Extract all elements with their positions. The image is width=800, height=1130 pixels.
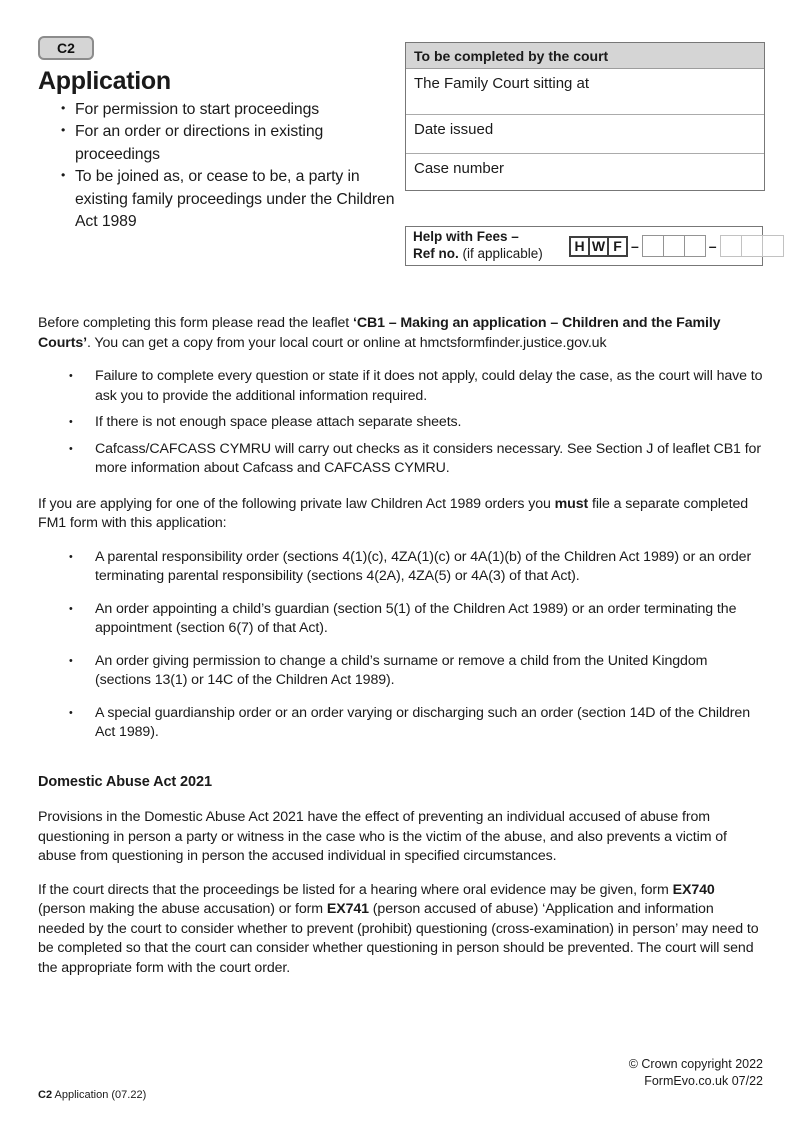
header-left <box>38 36 403 234</box>
hwf-ref-cell[interactable] <box>642 235 664 257</box>
daa-run: If the court directs that the proceedings be listed for a hearing where oral evidence may be given, form <box>38 881 673 898</box>
intro-paragraph <box>38 314 764 353</box>
fm1-run: If you are applying for one of the following private law Children Act 1989 orders you <box>38 495 555 512</box>
page-title: Application <box>38 67 171 95</box>
footer-form-id <box>38 1089 146 1101</box>
hwf-dash: – <box>631 238 639 254</box>
form-code-badge: C2 <box>38 36 94 60</box>
hwf-ref-group-2 <box>720 235 784 257</box>
court-box-header: To be completed by the court <box>406 43 764 69</box>
footer-copyright <box>629 1056 763 1090</box>
hwf-letter-cell: F <box>607 236 628 257</box>
hwf-ref-cell[interactable] <box>663 235 685 257</box>
note-item: • Cafcass/CAFCASS CYMRU will carry out checks as it considers necessary. See Section J of leaflet CB1 for more information about Cafcass and CAFCASS CYMRU. <box>95 440 764 479</box>
fm1-orders-list <box>38 548 764 743</box>
fm1-order-item: • A parental responsibility order (sections 4(1)(c), 4ZA(1)(c) or 4A(1)(b) of the Children Act 1989) or an order terminating parental responsibility (sections 4(2A), 4ZA(5) or 4A(3) of that Act). <box>95 548 764 587</box>
intro-run: . You can get a copy from your local court or online at hmctsformfinder.justice.gov.uk <box>86 334 607 351</box>
hwf-ref-group-1 <box>642 235 706 257</box>
form-ex740: EX740 <box>672 881 715 898</box>
fees-label-ref-no: Ref no. <box>413 246 459 261</box>
fees-label-note: (if applicable) <box>458 246 543 261</box>
notes-list <box>38 367 764 479</box>
crown-copyright: © Crown copyright 2022 <box>628 1057 763 1071</box>
formevo-credit: FormEvo.co.uk 07/22 <box>644 1073 763 1088</box>
daa-run: (person accused of abuse) ‘Application and information needed by the court to consider whether to prevent (prohibit) questioning (cross-examination) in person’ may need to be completed so that the court can consider whether questioning in person should be prevented. The court will send the appropriate form with the court order. <box>38 901 759 976</box>
fm1-order-item: • A special guardianship order or an order varying or discharging such an order (section 14D of the Children Act 1989). <box>95 704 764 743</box>
field-family-court-sitting-at[interactable]: The Family Court sitting at <box>406 69 764 115</box>
fm1-must: must <box>554 495 589 512</box>
field-date-issued[interactable]: Date issued <box>406 115 764 154</box>
daa-heading: Domestic Abuse Act 2021 <box>38 773 212 790</box>
daa-paragraph-2 <box>38 881 764 979</box>
help-with-fees-box <box>405 226 763 266</box>
intro-run: Before completing this form please read the leaflet <box>38 315 353 331</box>
field-case-number[interactable]: Case number <box>414 160 505 177</box>
title-bullet-list <box>38 99 403 234</box>
fm1-paragraph <box>38 495 764 534</box>
daa-paragraph-1: Provisions in the Domestic Abuse Act 2021 have the effect of preventing an individual accused of abuse from questioning in person a party or witness in the case who is the victim of the abuse, and also prevents a victim of abuse from questioning in person the accused individual in specified circumstances. <box>38 809 727 864</box>
title-bullet: • For an order or directions in existing proceedings <box>75 121 403 166</box>
hwf-ref-cell[interactable] <box>720 235 742 257</box>
leaflet-name: ‘CB1 – Making an application – Children and the Family Courts’ <box>38 315 721 351</box>
note-item: • Failure to complete every question or state if it does not apply, could delay the case, as the court will have to ask you to provide the additional information required. <box>95 367 764 406</box>
help-with-fees-label <box>406 227 569 265</box>
hwf-letter-cell: W <box>588 236 609 257</box>
court-use-box <box>405 42 765 191</box>
fm1-order-item: • An order giving permission to change a child’s surname or remove a child from the United Kingdom (sections 13(1) or 14C of the Children Act 1989). <box>95 652 764 691</box>
hwf-reference-cells <box>569 235 784 257</box>
hwf-ref-cell[interactable] <box>762 235 784 257</box>
hwf-letter-cell: H <box>569 236 590 257</box>
fm1-run: file a separate completed FM1 form with this application: <box>38 495 749 531</box>
footer-form-name: Application (07.22) <box>52 1089 147 1101</box>
fm1-order-item: • An order appointing a child’s guardian (section 5(1) of the Children Act 1989) or an order terminating the appointment (section 6(7) of that Act). <box>95 600 764 639</box>
title-bullet: • For permission to start proceedings <box>75 99 403 121</box>
note-item: • If there is not enough space please attach separate sheets. <box>95 413 764 433</box>
daa-run: (person making the abuse accusation) or form <box>38 901 327 917</box>
title-bullet: • To be joined as, or cease to be, a party in existing family proceedings under the Children Act 1989 <box>75 166 403 233</box>
footer-form-code: C2 <box>38 1089 53 1101</box>
hwf-dash: – <box>708 238 717 254</box>
fees-label-line1: Help with Fees – <box>413 229 519 245</box>
body-text <box>38 314 764 992</box>
form-ex741: EX741 <box>326 901 369 917</box>
hwf-ref-cell[interactable] <box>741 235 763 257</box>
hwf-ref-cell[interactable] <box>684 235 706 257</box>
